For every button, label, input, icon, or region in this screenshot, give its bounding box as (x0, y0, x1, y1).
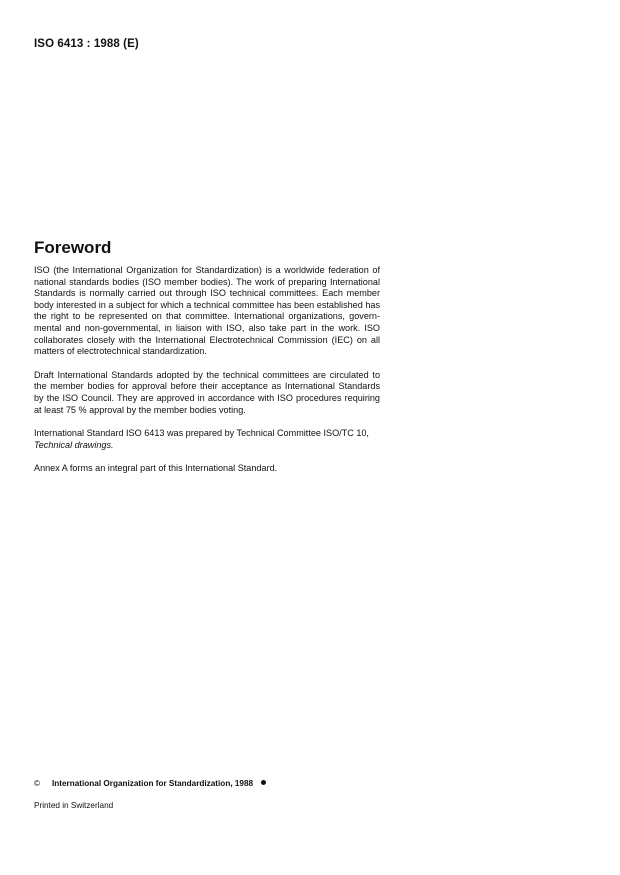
printed-location: Printed in Switzerland (34, 801, 114, 810)
committee-statement: International Standard ISO 6413 was prepared by Technical Committee ISO/TC 10, (34, 428, 369, 439)
committee-title: Technical drawings. (34, 439, 114, 450)
bullet-icon (261, 780, 266, 785)
foreword-body (34, 265, 380, 487)
foreword-paragraph-1: ISO (the International Organization for Standardization) is a worldwide federation of national standards bodies (ISO member bodies). The work of preparing International Standards is normally carried out through ISO technical committees. Each member body interested in a subject for which a technical committee has been established has the right to be represented on that committee. International organizations, govern-mental and non-governmental, in liaison with ISO, also take part in the work. ISO collaborates closely with the International Electrotechnical Commission (IEC) on all matters of electrotechnical standardization. (34, 265, 380, 357)
copyright-organization: International Organization for Standardization, 1988 (52, 779, 254, 788)
foreword-paragraph-3 (34, 428, 380, 451)
copyright-line (34, 779, 266, 788)
foreword-heading: Foreword (34, 238, 112, 257)
foreword-paragraph-4: Annex A forms an integral part of this International Standard. (34, 463, 278, 474)
document-id: ISO 6413 : 1988 (E) (34, 38, 139, 50)
foreword-paragraph-2: Draft International Standards adopted by the technical committees are circulated to the member bodies for approval before their acceptance as International Standards by the ISO Council. They are approved in accordance with ISO procedures requiring at least 75 % approval by the member bodies voting. (34, 369, 380, 415)
copyright-symbol: © (34, 779, 41, 788)
